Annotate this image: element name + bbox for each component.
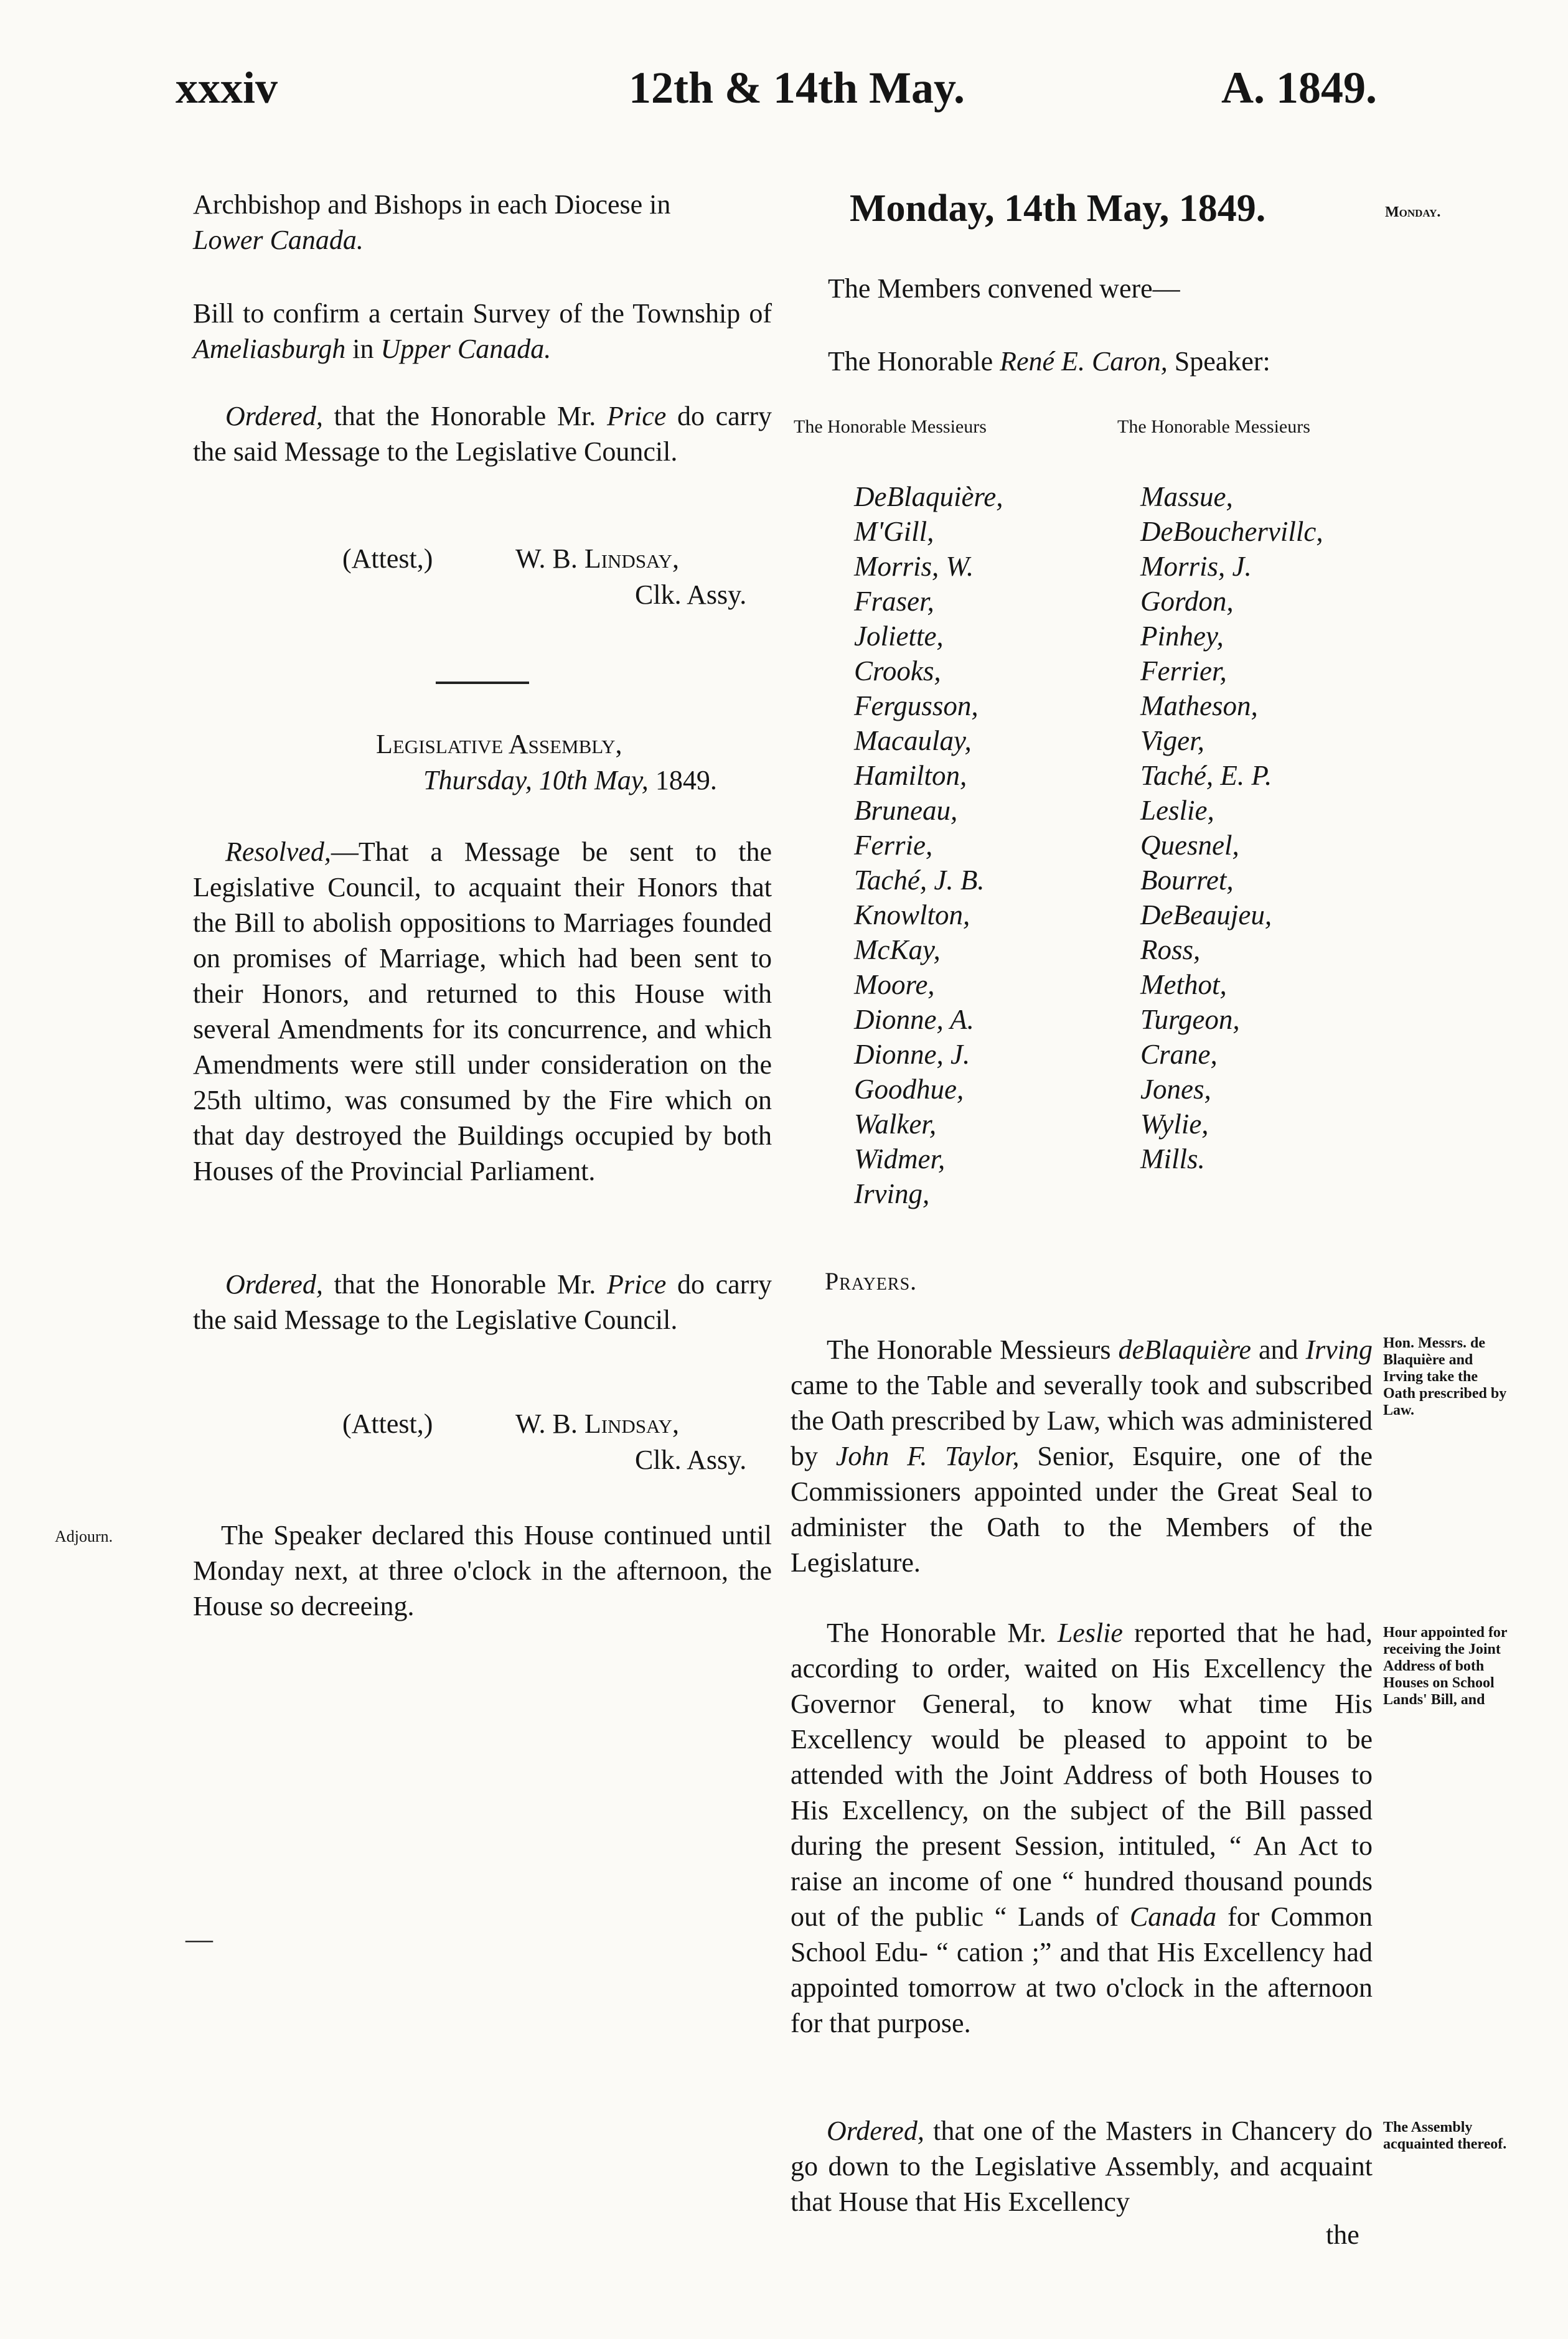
member-name: Quesnel, xyxy=(1140,830,1239,861)
ordered-lead: Ordered, xyxy=(827,2116,924,2146)
speaker-name: René E. Caron, xyxy=(1000,346,1168,377)
member-name: Dionne, A. xyxy=(854,1004,974,1035)
member-name: Dionne, J. xyxy=(854,1039,970,1070)
oath-name-taylor: John F. Taylor, xyxy=(835,1441,1020,1471)
adjourn-margin-note: Adjourn. xyxy=(55,1527,113,1545)
members-col-head-right: The Honorable Messieurs xyxy=(1117,416,1310,437)
member-name: Hamilton, xyxy=(854,760,967,791)
continuation-text xyxy=(193,187,772,258)
member-name: Taché, E. P. xyxy=(1140,760,1272,791)
member-name: Knowlton, xyxy=(854,899,970,930)
attest-name-2: W. B. Lindsay, xyxy=(515,1409,679,1439)
ordered-lead: Ordered, xyxy=(225,401,323,431)
member-name: Gordon, xyxy=(1140,586,1234,617)
member-name: Morris, J. xyxy=(1140,551,1252,582)
assembly-date: 10th May, xyxy=(538,765,649,795)
left-column xyxy=(193,187,772,258)
member-name: Wylie, xyxy=(1140,1109,1209,1140)
bill-paragraph xyxy=(193,296,772,367)
leslie-canada: Canada xyxy=(1129,1901,1217,1932)
ordered-text: that the Honorable Mr. xyxy=(334,401,596,431)
member-name: Macaulay, xyxy=(854,725,972,756)
assembly-heading: Legislative Assembly, xyxy=(376,729,622,759)
leslie-text: reported that he had, according to order, waited on His Excellency the Governor General, to know what time His Excellency would be pleased to appoint to be attended with the Joint Address of both Houses to His Excellency, on the subject of the Bill passed during the present Session, intituled, “ An Act to raise an income of one “ hundred thousand pounds out of the public “ Lands of xyxy=(791,1618,1373,1932)
resolved-paragraph xyxy=(193,834,772,1189)
assembly-date-line xyxy=(423,764,717,796)
member-name: Ferrie, xyxy=(854,830,933,861)
ordered-paragraph-1 xyxy=(193,398,772,469)
continuation-place: Lower Canada. xyxy=(193,225,364,255)
year-heading: A. 1849. xyxy=(1221,63,1377,113)
ordered-paragraph-2 xyxy=(193,1267,772,1338)
oath-text: came to the Table and severally took and subscribed the Oath prescribed by Law, which was administered by xyxy=(791,1370,1373,1471)
members-list-left xyxy=(854,479,1003,1211)
running-head: 12th & 14th May. xyxy=(629,63,965,113)
members-col-head-left: The Honorable Messieurs xyxy=(794,416,987,437)
resolved-lead: Resolved, xyxy=(225,837,331,867)
ordered-name-price: Price xyxy=(606,401,667,431)
speaker-suffix: Speaker: xyxy=(1174,346,1270,377)
attest-name-1: W. B. Lindsay, xyxy=(515,543,679,574)
ordered-name-price: Price xyxy=(606,1269,667,1300)
leslie-name: Leslie xyxy=(1057,1618,1123,1648)
leslie-margin-note: Hour appointed for receiving the Joint Address of both Houses on School Lands' Bill, and xyxy=(1383,1624,1508,1708)
catchword: the xyxy=(1326,2219,1359,2250)
oath-and: and xyxy=(1258,1334,1298,1365)
stray-dash: — xyxy=(185,1924,213,1954)
oath-paragraph xyxy=(791,1332,1373,1580)
bill-place-ameliasburgh: Ameliasburgh xyxy=(193,334,346,364)
assembly-day: Thursday, xyxy=(423,765,532,795)
member-name: DeBouchervillc, xyxy=(1140,516,1323,547)
member-name: Bruneau, xyxy=(854,795,958,826)
leslie-paragraph xyxy=(791,1615,1373,2041)
members-list-right xyxy=(1140,479,1323,1176)
member-name: M'Gill, xyxy=(854,516,934,547)
adjourn-text: The Speaker declared this House continued until Monday next, at three o'clock in the afternoon, the House so decreeing. xyxy=(193,1520,772,1621)
member-name: Fergusson, xyxy=(854,690,979,721)
attest-title-1: Clk. Assy. xyxy=(635,579,747,610)
day-heading: Monday, 14th May, 1849. xyxy=(850,187,1266,230)
member-name: Fraser, xyxy=(854,586,934,617)
attest-label-2: (Attest,) xyxy=(342,1409,433,1439)
member-name: Ross, xyxy=(1140,934,1201,965)
oath-text: Senior, Esquire, one of the Commissioners appointed under the Great Seal to administer the Oath to the Members of the Legislature. xyxy=(791,1441,1373,1578)
leslie-text: for Common School Edu- “ cation ;” and that His Excellency had appointed tomorrow at two o'clock in the afternoon for that purpose. xyxy=(791,1901,1373,2038)
attest-label-1: (Attest,) xyxy=(342,543,433,574)
member-name: Methot, xyxy=(1140,969,1227,1000)
member-name: Turgeon, xyxy=(1140,1004,1240,1035)
leslie-text: The Honorable Mr. xyxy=(827,1618,1046,1648)
member-name: DeBeaujeu, xyxy=(1140,899,1272,930)
oath-text: The Honorable Messieurs xyxy=(827,1334,1111,1365)
oath-name-deblaquiere: deBlaquière xyxy=(1118,1334,1251,1365)
member-name: Moore, xyxy=(854,969,935,1000)
member-name: Taché, J. B. xyxy=(854,865,985,896)
speaker-line xyxy=(828,345,1270,377)
prayers-heading: Prayers. xyxy=(825,1267,918,1295)
member-name: Goodhue, xyxy=(854,1074,964,1105)
oath-margin-note: Hon. Messrs. de Blaquière and Irving take the Oath prescribed by Law. xyxy=(1383,1335,1507,1418)
convened-line: The Members convened were— xyxy=(828,273,1180,304)
bill-place-upper-canada: Upper Canada. xyxy=(380,334,552,364)
attest-title-2: Clk. Assy. xyxy=(635,1445,747,1475)
ordered-paragraph-3 xyxy=(791,2113,1373,2219)
ordered-text: do carry the said Message to the Legislative Council. xyxy=(193,401,772,467)
member-name: Widmer, xyxy=(854,1143,946,1174)
ordered-lead: Ordered, xyxy=(225,1269,323,1300)
resolved-text: —That a Message be sent to the Legislative Council, to acquaint their Honors that the Bill to abolish oppositions to Marriages founded on promises of Marriage, which had been sent to their Honors, and returned to this House with several Amendments for its concurrence, and which Amendments were still under consideration on the 25th ultimo, was consumed by the Fire which on that day destroyed the Buildings occupied by both Houses of the Provincial Parliament. xyxy=(193,837,772,1186)
member-name: Crane, xyxy=(1140,1039,1218,1070)
member-name: Bourret, xyxy=(1140,865,1234,896)
member-name: DeBlaquière, xyxy=(854,481,1003,512)
assembly-year: 1849. xyxy=(655,765,717,795)
member-name: Mills. xyxy=(1140,1143,1205,1174)
member-name: Leslie, xyxy=(1140,795,1214,826)
member-name: Ferrier, xyxy=(1140,655,1227,687)
bill-text: Bill to confirm a certain Survey of the Township of xyxy=(193,298,772,329)
member-name: Irving, xyxy=(854,1178,930,1209)
member-name: Jones, xyxy=(1140,1074,1211,1105)
adjourn-paragraph xyxy=(193,1517,772,1624)
oath-name-irving: Irving xyxy=(1305,1334,1373,1365)
assembly-margin-note: The Assembly acquainted thereof. xyxy=(1383,2119,1507,2152)
member-name: Joliette, xyxy=(854,621,944,652)
member-name: Viger, xyxy=(1140,725,1204,756)
bill-in: in xyxy=(352,334,374,364)
day-margin-note: Monday. xyxy=(1385,204,1441,220)
ordered-text: that the Honorable Mr. xyxy=(334,1269,596,1300)
ordered-text: do carry the said Message to the Legislative Council. xyxy=(193,1269,772,1335)
member-name: Massue, xyxy=(1140,481,1233,512)
ordered-text: that one of the Masters in Chancery do go down to the Legislative Assembly, and acquaint that House that His Excellency xyxy=(791,2116,1373,2217)
member-name: McKay, xyxy=(854,934,941,965)
page-number: xxxiv xyxy=(176,63,278,113)
member-name: Matheson, xyxy=(1140,690,1258,721)
member-name: Crooks, xyxy=(854,655,941,687)
section-rule xyxy=(436,682,529,684)
speaker-prefix: The Honorable xyxy=(828,346,993,377)
member-name: Morris, W. xyxy=(854,551,974,582)
continuation-line: Archbishop and Bishops in each Diocese in xyxy=(193,189,671,220)
member-name: Pinhey, xyxy=(1140,621,1224,652)
member-name: Walker, xyxy=(854,1109,937,1140)
